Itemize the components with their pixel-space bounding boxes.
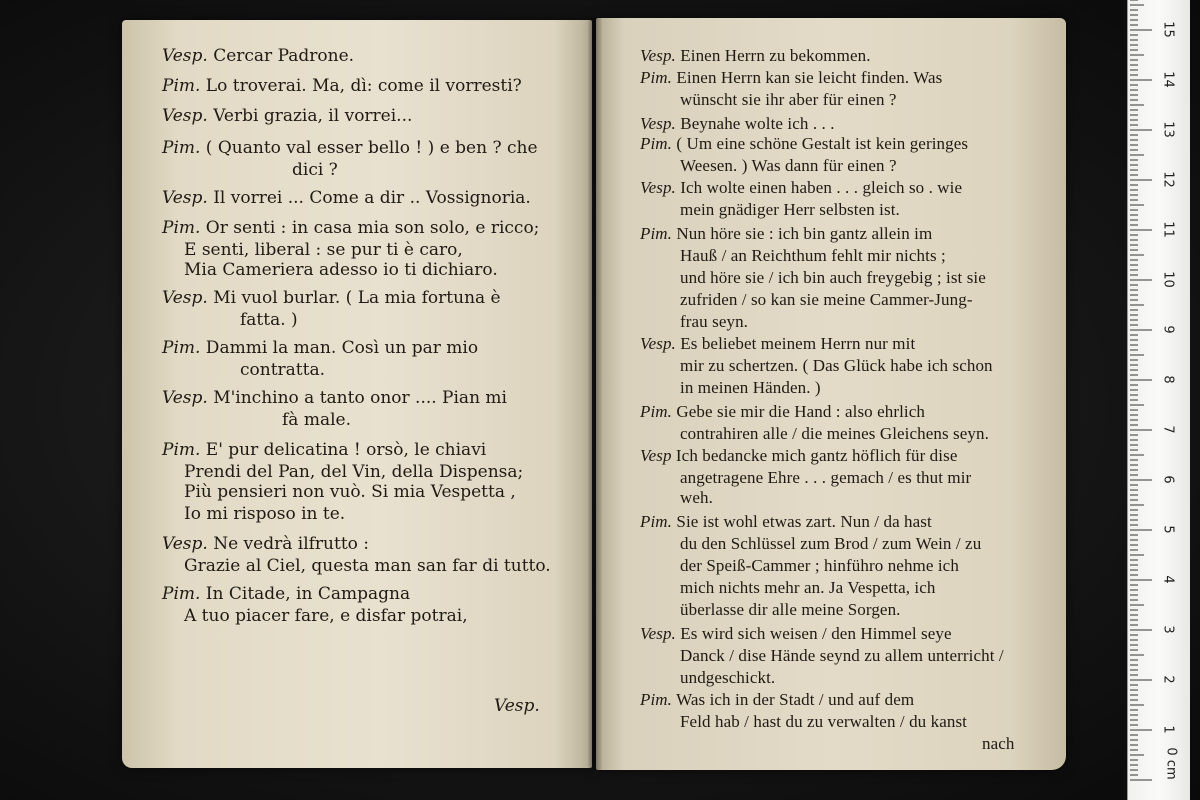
text-line bbox=[184, 260, 498, 280]
line-text: du den Schlüssel zum Brod / zum Wein / zu bbox=[680, 534, 982, 553]
text-line bbox=[282, 410, 351, 430]
text-line bbox=[162, 338, 478, 358]
ruler-number: 14 bbox=[1160, 71, 1176, 88]
ruler-number: 7 bbox=[1160, 425, 1176, 434]
text-line bbox=[680, 312, 748, 332]
text-line bbox=[680, 90, 897, 110]
text-line bbox=[162, 584, 410, 604]
book-gutter bbox=[588, 18, 602, 770]
line-text: ( Quanto val esser bello ! ) e ben ? che bbox=[200, 138, 538, 158]
line-text: Feld hab / hast du zu verwalten / du kanst bbox=[680, 712, 967, 731]
ruler-number: 10 bbox=[1160, 271, 1176, 288]
speaker-label: Vesp. bbox=[162, 534, 208, 554]
text-line bbox=[162, 218, 539, 238]
text-line bbox=[640, 334, 915, 354]
text-line bbox=[680, 556, 959, 576]
text-line bbox=[640, 134, 968, 154]
text-line bbox=[680, 268, 986, 288]
speaker-label: Vesp. bbox=[640, 114, 676, 133]
line-text: Cercar Padrone. bbox=[207, 46, 355, 66]
text-line bbox=[680, 646, 1004, 666]
line-text: Hauß / an Reichthum fehlt mir nichts ; bbox=[680, 246, 946, 265]
text-line bbox=[640, 402, 925, 422]
ruler-number: 13 bbox=[1160, 121, 1176, 138]
text-line bbox=[184, 606, 468, 626]
line-text: mir zu schertzen. ( Das Glück habe ich schon bbox=[680, 356, 993, 375]
line-text: contratta. bbox=[240, 360, 325, 380]
text-line bbox=[162, 534, 369, 554]
line-text: Io mi risposo in te. bbox=[184, 504, 346, 524]
speaker-label: Pim. bbox=[640, 68, 673, 87]
line-text: Beynahe wolte ich . . . bbox=[675, 114, 835, 133]
line-text: Sie ist wohl etwas zart. Nun / da hast bbox=[672, 512, 932, 531]
text-line bbox=[640, 224, 932, 244]
text-line bbox=[680, 290, 973, 310]
ruler-number: 11 bbox=[1160, 221, 1176, 238]
measurement-ruler bbox=[1127, 0, 1190, 800]
text-line bbox=[640, 68, 942, 88]
ruler-number: 2 bbox=[1160, 675, 1176, 684]
line-text: der Speiß-Cammer ; hinführo nehme ich bbox=[680, 556, 959, 575]
text-line bbox=[162, 76, 522, 96]
line-text: Danck / dise Hände seynd zu allem unterricht / bbox=[680, 646, 1004, 665]
line-text: Dammi la man. Così un par mio bbox=[200, 338, 479, 358]
line-text: Grazie al Ciel, questa man san far di tutto. bbox=[184, 556, 551, 576]
catchword: Vesp. bbox=[494, 696, 540, 716]
text-line bbox=[680, 578, 936, 598]
speaker-label: Pim. bbox=[640, 512, 673, 531]
line-text: Gebe sie mir die Hand : also ehrlich bbox=[672, 402, 926, 421]
ruler-number: 8 bbox=[1160, 375, 1176, 384]
speaker-label: Pim. bbox=[640, 402, 673, 421]
line-text: und höre sie / ich bin auch freygebig ; ist sie bbox=[680, 268, 986, 287]
text-line bbox=[640, 624, 952, 644]
text-line bbox=[680, 378, 821, 398]
line-text: in meinen Händen. ) bbox=[680, 378, 821, 397]
line-text: M'inchino a tanto onor .... Pian mi bbox=[207, 388, 507, 408]
text-line bbox=[680, 668, 775, 688]
speaker-label: Vesp. bbox=[640, 178, 676, 197]
text-line bbox=[184, 462, 523, 482]
ruler-number: 4 bbox=[1160, 575, 1176, 584]
line-text: ( Um eine schöne Gestalt ist kein geringes bbox=[672, 134, 969, 153]
text-line bbox=[184, 504, 345, 524]
text-line bbox=[240, 310, 298, 330]
line-text: Prendi del Pan, del Vin, della Dispensa; bbox=[184, 462, 524, 482]
line-text: E' pur delicatina ! orsò, le chiavi bbox=[200, 440, 487, 460]
line-text: Or senti : in casa mia son solo, e ricco; bbox=[200, 218, 540, 238]
speaker-label: Vesp. bbox=[162, 46, 208, 66]
line-text: Ich wolte einen haben . . . gleich so . wie bbox=[675, 178, 963, 197]
text-line bbox=[162, 440, 486, 460]
line-text: E senti, liberal : se pur ti è caro, bbox=[184, 240, 463, 260]
speaker-label: Vesp. bbox=[162, 106, 208, 126]
text-line bbox=[680, 712, 967, 732]
line-text: angetragene Ehre . . . gemach / es thut mir bbox=[680, 468, 972, 487]
text-line bbox=[640, 512, 932, 532]
line-text: contrahiren alle / die meines Gleichens seyn. bbox=[680, 424, 989, 443]
line-text: In Citade, in Campagna bbox=[200, 584, 411, 604]
ruler-number: 12 bbox=[1160, 171, 1176, 188]
line-text: Nun höre sie : ich bin gantz allein im bbox=[672, 224, 933, 243]
line-text: Es beliebet meinem Herrn nur mit bbox=[675, 334, 916, 353]
ruler-number: 6 bbox=[1160, 475, 1176, 484]
ruler-unit-label: 0 cm bbox=[1163, 747, 1179, 780]
text-line bbox=[640, 114, 835, 134]
left-page bbox=[122, 20, 592, 768]
text-line bbox=[982, 734, 1015, 754]
line-text: Weesen. ) Was dann für einen ? bbox=[680, 156, 897, 175]
text-line bbox=[640, 690, 914, 710]
speaker-label: Pim. bbox=[162, 76, 201, 96]
right-page bbox=[596, 18, 1066, 770]
text-line bbox=[184, 240, 463, 260]
line-text: Ne vedrà ilfrutto : bbox=[207, 534, 370, 554]
line-text: mein gnädiger Herr selbsten ist. bbox=[680, 200, 900, 219]
text-line bbox=[162, 106, 412, 126]
text-line bbox=[162, 388, 507, 408]
ruler-number: 9 bbox=[1160, 325, 1176, 334]
line-text: Was ich in der Stadt / und auf dem bbox=[672, 690, 915, 709]
line-text: Più pensieri non vuò. Si mia Vespetta , bbox=[184, 482, 516, 502]
line-text: weh. bbox=[680, 488, 713, 507]
speaker-label: Pim. bbox=[162, 584, 201, 604]
ruler-number: 15 bbox=[1160, 21, 1176, 38]
line-text: Mi vuol burlar. ( La mia fortuna è bbox=[207, 288, 501, 308]
text-line bbox=[184, 482, 516, 502]
line-text: überlasse dir alle meine Sorgen. bbox=[680, 600, 901, 619]
line-text: Lo troverai. Ma, dì: come il vorresti? bbox=[200, 76, 522, 96]
speaker-label: Pim. bbox=[162, 440, 201, 460]
text-line bbox=[162, 188, 531, 208]
speaker-label: Vesp. bbox=[640, 46, 676, 65]
text-line bbox=[680, 534, 981, 554]
line-text: nach bbox=[982, 734, 1015, 753]
text-line bbox=[680, 424, 989, 444]
speaker-label: Pim. bbox=[640, 224, 673, 243]
ruler-number: 3 bbox=[1160, 625, 1176, 634]
line-text: zufriden / so kan sie meine Cammer-Jung- bbox=[680, 290, 973, 309]
speaker-label: Vesp. bbox=[162, 388, 208, 408]
text-line bbox=[680, 356, 993, 376]
text-line bbox=[680, 246, 946, 266]
text-line bbox=[680, 468, 971, 488]
speaker-label: Pim. bbox=[162, 338, 201, 358]
line-text: wünscht sie ihr aber für einen ? bbox=[680, 90, 897, 109]
speaker-label: Vesp. bbox=[640, 334, 676, 353]
line-text: Il vorrei ... Come a dir .. Vossignoria. bbox=[207, 188, 531, 208]
speaker-label: Vesp. bbox=[640, 624, 676, 643]
speaker-label: Vesp. bbox=[162, 188, 208, 208]
line-text: frau seyn. bbox=[680, 312, 749, 331]
line-text: Einen Herrn zu bekommen. bbox=[675, 46, 871, 65]
speaker-label: Pim. bbox=[162, 218, 201, 238]
text-line bbox=[680, 488, 713, 508]
line-text: fà male. bbox=[282, 410, 351, 430]
line-text: mich nichts mehr an. Ja Vespetta, ich bbox=[680, 578, 936, 597]
text-line bbox=[680, 200, 900, 220]
text-line bbox=[184, 556, 551, 576]
speaker-label: Pim. bbox=[640, 690, 673, 709]
text-line bbox=[640, 46, 871, 66]
ruler-number: 5 bbox=[1160, 525, 1176, 534]
speaker-label: Pim. bbox=[640, 134, 673, 153]
ruler-ticks bbox=[1128, 0, 1190, 800]
line-text: undgeschickt. bbox=[680, 668, 776, 687]
speaker-label: Vesp bbox=[640, 446, 672, 465]
line-text: Ich bedancke mich gantz höflich für dise bbox=[671, 446, 958, 465]
text-line bbox=[292, 160, 338, 180]
text-line bbox=[640, 446, 957, 466]
line-text: Einen Herrn kan sie leicht finden. Was bbox=[672, 68, 943, 87]
text-line bbox=[680, 156, 897, 176]
text-line bbox=[240, 360, 325, 380]
text-line bbox=[640, 178, 962, 198]
line-text: A tuo piacer fare, e disfar potrai, bbox=[184, 606, 468, 626]
speaker-label: Vesp. bbox=[162, 288, 208, 308]
text-line bbox=[162, 46, 354, 66]
text-line bbox=[162, 138, 538, 158]
ruler-number: 1 bbox=[1160, 725, 1176, 734]
line-text: Verbi grazia, il vorrei... bbox=[207, 106, 413, 126]
line-text: dici ? bbox=[292, 160, 338, 180]
speaker-label: Pim. bbox=[162, 138, 201, 158]
line-text: Es wird sich weisen / den Himmel seye bbox=[675, 624, 952, 643]
line-text: fatta. ) bbox=[240, 310, 298, 330]
text-line bbox=[162, 288, 501, 308]
line-text: Mia Cameriera adesso io ti dichiaro. bbox=[184, 260, 498, 280]
text-line bbox=[680, 600, 901, 620]
